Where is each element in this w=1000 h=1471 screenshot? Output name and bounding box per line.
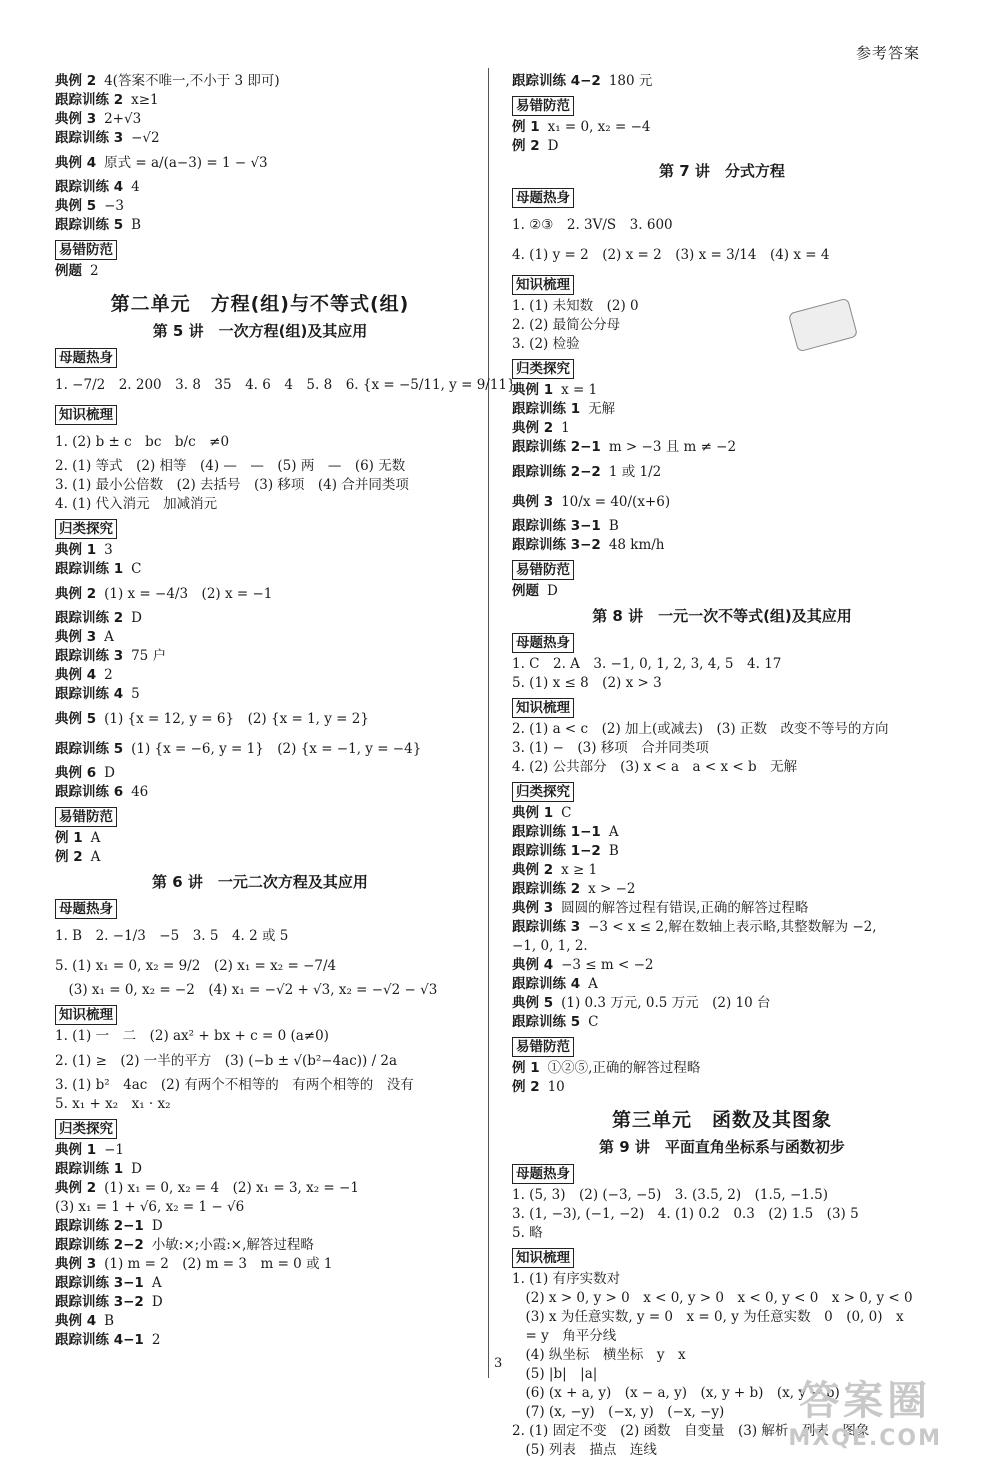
answer-line (55, 1160, 465, 1179)
answer-text: A (588, 976, 598, 992)
answer-label: 例 2 (512, 1079, 540, 1095)
answer-line (512, 381, 932, 400)
answer-line (55, 72, 465, 91)
answer-line (55, 495, 465, 514)
section-box: 易错防范 (512, 1037, 574, 1057)
answer-line (512, 487, 932, 517)
answer-label: 跟踪训练 1 (512, 401, 581, 417)
answer-text: 2. (1) ≥ (2) 一半的平方 (3) (−b ± √(b²−4ac)) / 2a (55, 1053, 398, 1069)
answer-line (55, 666, 465, 685)
answer-label: 跟踪训练 1−2 (512, 843, 601, 859)
answer-line (512, 72, 932, 91)
section-box-wrapper (512, 555, 932, 582)
answer-label: 跟踪训练 4 (55, 686, 124, 702)
answer-text: D (131, 610, 142, 626)
section-box-wrapper (512, 91, 932, 118)
answer-text: (5) |b| |a| (512, 1366, 598, 1382)
section-box: 知识梳理 (512, 275, 574, 295)
answer-label: 例题 (55, 263, 82, 279)
answer-line (512, 400, 932, 419)
answer-line (55, 647, 465, 666)
answer-label: 典例 1 (512, 382, 554, 398)
answer-label: 典例 2 (55, 586, 97, 602)
answer-text: 2. (1) 等式 (2) 相等 (4) — — (5) 两 — (6) 无数 (55, 458, 406, 474)
answer-label: 例 1 (512, 119, 540, 135)
answer-text: −3 ≤ m < −2 (561, 957, 654, 973)
answer-text: 原式 = a/(a−3) = 1 − √3 (104, 155, 268, 171)
answer-text: 180 元 (608, 73, 653, 89)
answer-label: 跟踪训练 3−2 (512, 537, 601, 553)
answer-line (512, 582, 932, 601)
answer-line (55, 1027, 465, 1046)
answer-label: 典例 3 (512, 494, 554, 510)
answer-text: (5) 列表 描点 连线 (512, 1442, 657, 1458)
answer-text: 1. (2) b ± c bc b/c ≠0 (55, 434, 230, 450)
answer-line (55, 1095, 465, 1114)
answer-label: 跟踪训练 3−2 (55, 1294, 144, 1310)
unit-title: 第三单元 函数及其图象 (611, 1109, 832, 1131)
answer-label: 典例 2 (55, 73, 97, 89)
answer-line (512, 758, 932, 777)
answer-line (55, 476, 465, 495)
answer-text: −√2 (131, 130, 160, 146)
answer-label: 例 1 (55, 830, 83, 846)
answer-line (55, 1217, 465, 1236)
answer-label: 跟踪训练 5 (55, 217, 124, 233)
answer-line (55, 981, 465, 1000)
answer-text: 75 户 (131, 648, 167, 664)
answer-line (512, 1078, 932, 1097)
section-box-wrapper (512, 270, 932, 297)
answer-label: 典例 3 (55, 629, 97, 645)
section-box: 归类探究 (55, 519, 117, 539)
section-box: 归类探究 (55, 1119, 117, 1139)
answer-line (55, 541, 465, 560)
answer-text: 3. (1) − (3) 移项 合并同类项 (512, 740, 709, 756)
answer-text: 2+√3 (104, 111, 142, 127)
answer-text: 10/x = 40/(x+6) (561, 494, 671, 510)
section-box: 归类探究 (512, 782, 574, 802)
answer-line (512, 536, 932, 555)
answer-label: 典例 3 (55, 111, 97, 127)
answer-line (55, 457, 465, 476)
answer-label: 典例 4 (55, 667, 97, 683)
lesson-title: 第 6 讲 一元二次方程及其应用 (152, 873, 368, 891)
answer-label: 跟踪训练 2−2 (512, 464, 601, 480)
answer-text: B (131, 217, 142, 233)
answer-text: D (131, 1161, 142, 1177)
answer-label: 典例 6 (55, 765, 97, 781)
section-box-wrapper (512, 777, 932, 804)
answer-label: 跟踪训练 3 (512, 919, 581, 935)
answer-text: 3 (104, 542, 113, 558)
answer-text: A (608, 824, 619, 840)
answer-line (55, 1198, 465, 1217)
answer-line (512, 975, 932, 994)
answer-label: 典例 4 (55, 1313, 97, 1329)
section-box-wrapper (55, 1000, 465, 1027)
answer-text: (1) 0.3 万元, 0.5 万元 (2) 10 台 (561, 995, 771, 1011)
answer-label: 跟踪训练 2−1 (55, 1218, 144, 1234)
answer-line (55, 829, 465, 848)
answer-line (55, 129, 465, 148)
answer-label: 跟踪训练 1 (55, 1161, 124, 1177)
page-number: 3 (494, 1356, 503, 1371)
answer-text: 1 (561, 420, 570, 436)
answer-line (55, 216, 465, 235)
answer-line (55, 178, 465, 197)
answer-label: 跟踪训练 5 (55, 741, 124, 757)
section-box-wrapper (55, 894, 465, 921)
answer-line (512, 918, 932, 937)
answer-text: C (131, 561, 142, 577)
answer-text: x = 1 (561, 382, 598, 398)
answer-line (512, 861, 932, 880)
answer-line (512, 1224, 932, 1243)
answer-label: 典例 1 (55, 542, 97, 558)
answer-text: D (104, 765, 115, 781)
answer-line (512, 210, 932, 240)
section-box-wrapper (55, 514, 465, 541)
answer-text: 3. (1) b² 4ac (2) 有两个不相等的 有两个相等的 没有 (55, 1077, 414, 1093)
answer-text: x≥1 (131, 92, 159, 108)
answer-label: 典例 1 (512, 805, 554, 821)
answer-label: 跟踪训练 2−1 (512, 439, 601, 455)
answer-text: ①②⑤,正确的解答过程略 (547, 1060, 701, 1076)
answer-label: 跟踪训练 2 (55, 92, 124, 108)
section-box-wrapper (512, 1159, 932, 1186)
right-column (512, 72, 932, 1460)
answer-line (55, 1179, 465, 1198)
answer-text: (2) x > 0, y > 0 x < 0, y > 0 x < 0, y < 0 x > 0, y < 0 (512, 1290, 913, 1306)
answer-line (512, 118, 932, 137)
section-box: 知识梳理 (55, 1005, 117, 1025)
lesson-title: 第 9 讲 平面直角坐标系与函数初步 (599, 1138, 845, 1156)
answer-line (512, 1186, 932, 1205)
section-box: 母题热身 (55, 348, 117, 368)
answer-line (512, 1205, 932, 1224)
answer-label: 跟踪训练 1−1 (512, 824, 601, 840)
answer-text: 5. x₁ + x₂ x₁ · x₂ (55, 1096, 171, 1112)
answer-line (55, 262, 465, 281)
watermark-logo: 答案圈 MXQE.COM (788, 1378, 942, 1451)
answer-line (55, 609, 465, 628)
answer-label: 典例 2 (512, 420, 554, 436)
answer-label: 跟踪训练 1 (55, 561, 124, 577)
answer-line (55, 734, 465, 764)
answer-text: (6) (x + a, y) (x − a, y) (x, y + b) (x, y − b) (512, 1385, 840, 1401)
section-box-wrapper (55, 235, 465, 262)
lesson-title: 第 8 讲 一元一次不等式(组)及其应用 (592, 607, 852, 625)
answer-text: (1) {x = 12, y = 6} (2) {x = 1, y = 2} (104, 711, 369, 727)
section-box: 母题热身 (55, 899, 117, 919)
answer-line (512, 457, 932, 487)
answer-text: 1. ②③ 2. 3V/S 3. 600 (512, 217, 673, 233)
answer-line (55, 1274, 465, 1293)
section-box-wrapper (512, 1243, 932, 1270)
answer-label: 例 1 (512, 1060, 540, 1076)
answer-line (55, 1141, 465, 1160)
answer-line (55, 848, 465, 867)
answer-text: 1 或 1/2 (608, 464, 662, 480)
answer-label: 跟踪训练 4 (512, 976, 581, 992)
answer-text: (3) x₁ = 0, x₂ = −2 (4) x₁ = −√2 + √3, x₂ = −√2 − √3 (55, 982, 438, 998)
answer-line (55, 764, 465, 783)
answer-line (512, 1346, 932, 1365)
answer-label: 跟踪训练 3 (55, 130, 124, 146)
answer-line (55, 704, 465, 734)
answer-label: 跟踪训练 4−1 (55, 1332, 144, 1348)
answer-text: x > −2 (588, 881, 636, 897)
answer-line (512, 1308, 932, 1327)
answer-text: A (90, 830, 101, 846)
answer-text: 1. (1) 一 二 (2) ax² + bx + c = 0 (a≠0) (55, 1028, 329, 1044)
answer-text: 46 (131, 784, 149, 800)
answer-line (55, 685, 465, 704)
answer-text: 1. C 2. A 3. −1, 0, 1, 2, 3, 4, 5 4. 17 (512, 656, 782, 672)
page-header: 参考答案 (855, 44, 920, 62)
answer-text: 1. −7/2 2. 200 3. 8 35 4. 6 4 5. 8 6. {x = −5/11, y = 9/11} (55, 377, 516, 393)
answer-line (55, 1293, 465, 1312)
answer-line (512, 655, 932, 674)
answer-text: = y 角平分线 (512, 1328, 617, 1344)
answer-text: A (104, 629, 114, 645)
section-box-wrapper (512, 693, 932, 720)
answer-text: (1) {x = −6, y = 1} (2) {x = −1, y = −4} (131, 741, 422, 757)
answer-line (512, 137, 932, 156)
answer-text: 2 (151, 1332, 161, 1348)
column-divider (488, 68, 489, 1378)
answer-line (512, 937, 932, 956)
answer-line (55, 110, 465, 129)
section-box: 母题热身 (512, 188, 574, 208)
answer-text: 10 (547, 1079, 565, 1095)
section-box: 母题热身 (512, 1164, 574, 1184)
answer-line (512, 720, 932, 739)
answer-text: B (104, 1313, 115, 1329)
answer-label: 跟踪训练 2 (55, 610, 124, 626)
answer-text: 4(答案不唯一,不小于 3 即可) (104, 73, 280, 89)
answer-line (55, 560, 465, 579)
answer-text: 1. (1) 未知数 (2) 0 (512, 298, 639, 314)
answer-text: 5. (1) x₁ = 0, x₂ = 9/2 (2) x₁ = x₂ = −7/4 (55, 958, 337, 974)
answer-text: x₁ = 0, x₂ = −4 (547, 119, 651, 135)
section-box: 母题热身 (512, 633, 574, 653)
answer-text: −3 (104, 198, 124, 214)
answer-label: 例 2 (55, 849, 83, 865)
section-box-wrapper (512, 628, 932, 655)
answer-line (512, 1289, 932, 1308)
answer-line (55, 1331, 465, 1350)
answer-label: 典例 3 (55, 1256, 97, 1272)
answer-text: B (608, 843, 619, 859)
answer-label: 典例 5 (55, 711, 97, 727)
answer-text: 5 (131, 686, 140, 702)
answer-line (55, 370, 516, 400)
answer-line (512, 804, 932, 823)
answer-label: 跟踪训练 5 (512, 1014, 581, 1030)
answer-text: 4 (131, 179, 140, 195)
answer-line (55, 1236, 465, 1255)
answer-line (512, 823, 932, 842)
answer-line (512, 316, 932, 335)
answer-text: (3) x 为任意实数, y = 0 x = 0, y 为任意实数 0 (0, 0) x (512, 1309, 904, 1325)
answer-line (55, 1255, 465, 1274)
answer-line (55, 783, 465, 802)
answer-line (512, 240, 932, 270)
answer-text: 4. (2) 公共部分 (3) x < a a < x < b 无解 (512, 759, 798, 775)
answer-line (55, 197, 465, 216)
answer-text: C (588, 1014, 599, 1030)
section-box-wrapper (55, 802, 465, 829)
answer-line (512, 899, 932, 918)
answer-line (512, 419, 932, 438)
answer-label: 跟踪训练 6 (55, 784, 124, 800)
answer-text: 1. (1) 有序实数对 (512, 1271, 621, 1287)
answer-line (55, 91, 465, 110)
answer-text: D (547, 583, 558, 599)
section-box-wrapper (55, 343, 465, 370)
answer-label: 跟踪训练 4 (55, 179, 124, 195)
section-box-wrapper (512, 183, 932, 210)
answer-text: (7) (x, −y) (−x, y) (−x, −y) (512, 1404, 725, 1420)
answer-text: 5. (1) x ≤ 8 (2) x > 3 (512, 675, 662, 691)
section-box: 易错防范 (512, 560, 574, 580)
answer-label: 典例 2 (512, 862, 554, 878)
answer-label: 典例 3 (512, 900, 554, 916)
answer-text: (3) x₁ = 1 + √6, x₂ = 1 − √6 (55, 1199, 245, 1215)
answer-line (55, 579, 465, 609)
answer-line (512, 517, 932, 536)
answer-line (512, 674, 932, 693)
answer-text: −1 (104, 1142, 124, 1158)
answer-line (512, 1270, 932, 1289)
answer-line (55, 1076, 465, 1095)
section-box: 易错防范 (55, 807, 117, 827)
section-box-wrapper (55, 1114, 465, 1141)
answer-line (512, 842, 932, 861)
answer-label: 跟踪训练 3 (55, 648, 124, 664)
answer-line (55, 1046, 465, 1076)
answer-text: 2 (90, 263, 99, 279)
answer-text: B (608, 518, 619, 534)
answer-text: −3 < x ≤ 2,解在数轴上表示略,其整数解为 −2, (588, 919, 877, 935)
answer-text: m > −3 且 m ≠ −2 (608, 439, 737, 455)
answer-text: 48 km/h (608, 537, 665, 553)
answer-line (55, 1312, 465, 1331)
unit-title: 第二单元 方程(组)与不等式(组) (110, 293, 410, 315)
answer-text: 4. (1) y = 2 (2) x = 2 (3) x = 3/14 (4) x = 4 (512, 247, 830, 263)
lesson-title: 第 5 讲 一次方程(组)及其应用 (152, 322, 368, 340)
answer-label: 跟踪训练 4−2 (512, 73, 601, 89)
answer-label: 跟踪训练 3−1 (512, 518, 601, 534)
answer-label: 典例 4 (55, 155, 97, 171)
answer-text: −1, 0, 1, 2. (512, 938, 588, 954)
answer-text: 1. B 2. −1/3 −5 3. 5 4. 2 或 5 (55, 928, 289, 944)
answer-text: 5. 略 (512, 1225, 543, 1241)
answer-text: (1) x = −4/3 (2) x = −1 (104, 586, 273, 602)
section-box-wrapper (512, 354, 932, 381)
answer-text: 1. (5, 3) (2) (−3, −5) 3. (3.5, 2) (1.5, −1.5) (512, 1187, 829, 1203)
answer-line (55, 427, 465, 457)
answer-text: 2 (104, 667, 113, 683)
answer-label: 典例 5 (512, 995, 554, 1011)
answer-label: 典例 4 (512, 957, 554, 973)
answer-label: 典例 1 (55, 1142, 97, 1158)
answer-line (512, 1059, 932, 1078)
answer-text: D (547, 138, 559, 154)
answer-text: 2. (2) 最简公分母 (512, 317, 621, 333)
section-box-wrapper (55, 400, 465, 427)
answer-text: 2. (1) 固定不变 (2) 函数 自变量 (3) 解析 列表 图象 (512, 1423, 870, 1439)
answer-line (512, 994, 932, 1013)
answer-text: (4) 纵坐标 横坐标 y x (512, 1347, 686, 1363)
answer-text: A (90, 849, 101, 865)
answer-text: 2. (1) a < c (2) 加上(或减去) (3) 正数 改变不等号的方向 (512, 721, 889, 737)
section-box: 知识梳理 (55, 405, 117, 425)
answer-line (512, 438, 932, 457)
answer-text: D (151, 1218, 163, 1234)
answer-text: 3. (1) 最小公倍数 (2) 去括号 (3) 移项 (4) 合并同类项 (55, 477, 409, 493)
answer-text: D (151, 1294, 163, 1310)
answer-line (55, 951, 465, 981)
answer-text: A (151, 1275, 162, 1291)
left-column (55, 72, 516, 1350)
answer-line (512, 739, 932, 758)
section-box: 易错防范 (55, 240, 117, 260)
section-box: 知识梳理 (512, 698, 574, 718)
answer-text: 圆圆的解答过程有错误,正确的解答过程略 (561, 900, 809, 916)
section-box: 知识梳理 (512, 1248, 574, 1268)
answer-line (512, 956, 932, 975)
answer-line (512, 1013, 932, 1032)
answer-line (55, 921, 465, 951)
answer-line (55, 148, 465, 178)
answer-line (512, 297, 932, 316)
answer-line (512, 880, 932, 899)
answer-label: 例 2 (512, 138, 540, 154)
answer-text: (1) x₁ = 0, x₂ = 4 (2) x₁ = 3, x₂ = −1 (104, 1180, 359, 1196)
answer-text: (1) m = 2 (2) m = 3 m = 0 或 1 (104, 1256, 333, 1272)
answer-label: 典例 2 (55, 1180, 97, 1196)
section-box: 归类探究 (512, 359, 574, 379)
answer-text: 3. (2) 检验 (512, 336, 580, 352)
answer-text: 4. (1) 代入消元 加减消元 (55, 496, 218, 512)
answer-label: 跟踪训练 3−1 (55, 1275, 144, 1291)
section-box-wrapper (512, 1032, 932, 1059)
answer-text: 小敏:×;小霞:×,解答过程略 (151, 1237, 314, 1253)
answer-text: 3. (1, −3), (−1, −2) 4. (1) 0.2 0.3 (2) 1.5 (3) 5 (512, 1206, 859, 1222)
answer-line (512, 1327, 932, 1346)
answer-label: 跟踪训练 2−2 (55, 1237, 144, 1253)
answer-text: C (561, 805, 572, 821)
lesson-title: 第 7 讲 分式方程 (659, 162, 785, 180)
answer-label: 例题 (512, 583, 539, 599)
section-box: 易错防范 (512, 96, 574, 116)
answer-text: 无解 (588, 401, 616, 417)
answer-label: 跟踪训练 2 (512, 881, 581, 897)
answer-line (512, 335, 932, 354)
answer-text: x ≥ 1 (561, 862, 598, 878)
answer-label: 典例 5 (55, 198, 97, 214)
answer-line (55, 628, 465, 647)
